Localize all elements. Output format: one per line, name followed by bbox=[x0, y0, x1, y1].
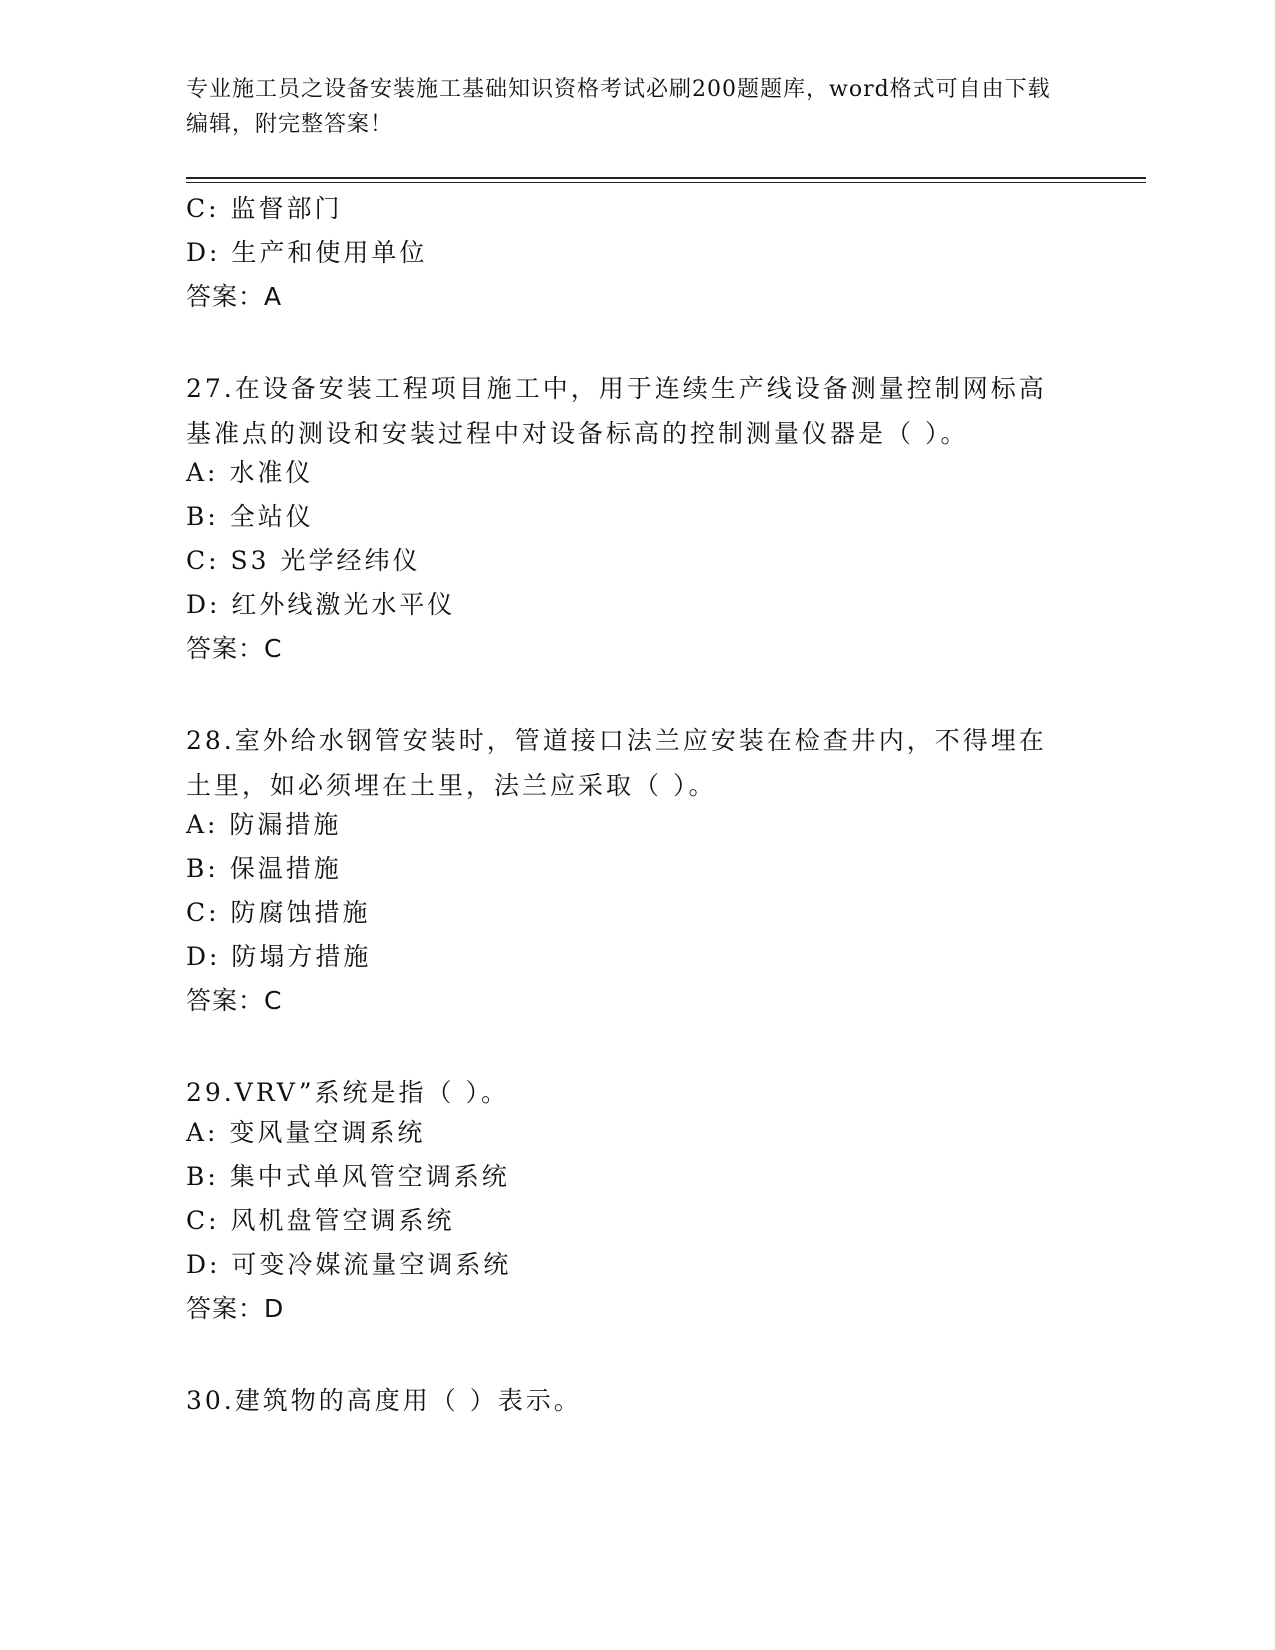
q28-stem: 28.室外给水钢管安装时，管道接口法兰应安装在检查井内，不得埋在土里，如必须埋在土里，法兰应采取（ ）。 bbox=[186, 726, 1047, 800]
q29-option-b: B: 集中式单风管空调系统 bbox=[186, 1162, 510, 1191]
prev-option-d: D: 生产和使用单位 bbox=[186, 238, 428, 267]
q28-option-a: A: 防漏措施 bbox=[186, 810, 342, 839]
q28-option-c: C: 防腐蚀措施 bbox=[186, 898, 371, 927]
prev-answer: 答案：A bbox=[186, 282, 283, 311]
q27-option-a: A: 水准仪 bbox=[186, 458, 314, 487]
q27-option-d: D: 红外线激光水平仪 bbox=[186, 590, 456, 619]
q29-answer: 答案：D bbox=[186, 1294, 285, 1323]
q28-option-b: B: 保温措施 bbox=[186, 854, 342, 883]
q27-option-b: B: 全站仪 bbox=[186, 502, 314, 531]
q27-option-c: C: S3 光学经纬仪 bbox=[186, 546, 421, 575]
header-divider-thick bbox=[186, 177, 1146, 179]
q28-answer: 答案：C bbox=[186, 986, 283, 1015]
page-header: 专业施工员之设备安装施工基础知识资格考试必刷200题题库，word格式可自由下载编辑，附完整答案！ bbox=[186, 77, 1051, 137]
header-divider-thin bbox=[186, 182, 1146, 183]
q29-option-a: A: 变风量空调系统 bbox=[186, 1118, 426, 1147]
q27-stem: 27.在设备安装工程项目施工中，用于连续生产线设备测量控制网标高基准点的测设和安装过程中对设备标高的控制测量仪器是（ ）。 bbox=[186, 374, 1047, 448]
q28-option-d: D: 防塌方措施 bbox=[186, 942, 372, 971]
q27-answer: 答案：C bbox=[186, 634, 283, 663]
q29-option-d: D: 可变冷媒流量空调系统 bbox=[186, 1250, 512, 1279]
q29-stem: 29.VRV”系统是指（ ）。 bbox=[186, 1078, 509, 1107]
q30-stem: 30.建筑物的高度用（ ）表示。 bbox=[186, 1386, 582, 1415]
prev-option-c: C: 监督部门 bbox=[186, 194, 343, 223]
q29-option-c: C: 风机盘管空调系统 bbox=[186, 1206, 455, 1235]
